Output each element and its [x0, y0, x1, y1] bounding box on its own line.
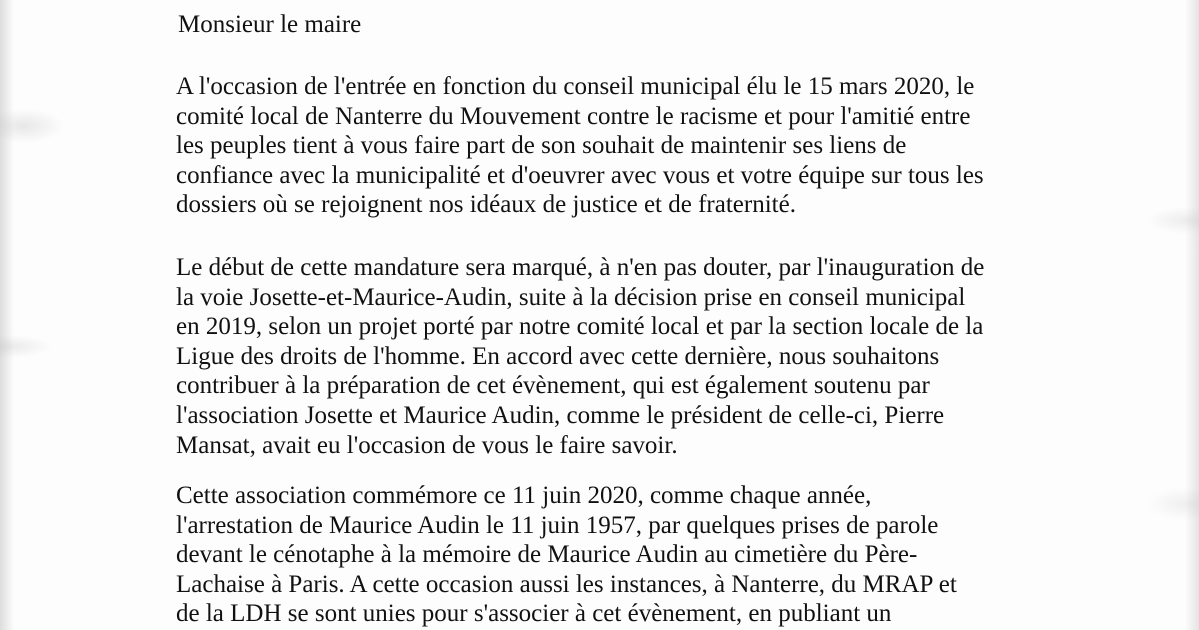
paragraph-line: de la LDH se sont unies pour s'associer à cet évènement, en publiant un	[176, 600, 892, 628]
paragraph-line: Cette association commémore ce 11 juin 2020, comme chaque année,	[176, 482, 872, 509]
paragraph-line: A l'occasion de l'entrée en fonction du conseil municipal élu le 15 mars 2020, le	[176, 73, 975, 100]
paragraph-line: les peuples tient à vous faire part de son souhait de maintenir ses liens de	[176, 132, 907, 160]
paragraph-2	[176, 253, 984, 460]
paragraph-line: Le début de cette mandature sera marqué, à n'en pas douter, par l'inauguration de	[176, 254, 985, 281]
paragraph-line: en 2019, selon un projet porté par notre comité local et par la section locale de la	[176, 313, 984, 341]
paragraph-line: confiance avec la municipalité et d'oeuvrer avec vous et votre équipe sur tous les	[176, 161, 984, 189]
paragraph-line: Mansat, avait eu l'occasion de vous le faire savoir.	[176, 431, 678, 459]
scan-shadow-right	[1185, 0, 1199, 630]
paragraph-line: devant le cénotaphe à la mémoire de Maurice Audin au cimetière du Père-	[176, 541, 918, 569]
paragraph-line: l'association Josette et Maurice Audin, comme le président de celle-ci, Pierre	[176, 401, 945, 429]
paragraph-line: Lachaise à Paris. A cette occasion aussi les instances, à Nanterre, du MRAP et	[176, 570, 957, 598]
paragraph-line: la voie Josette-et-Maurice-Audin, suite à la décision prise en conseil municipal	[176, 283, 966, 311]
paragraph-3	[176, 481, 957, 629]
paragraph-line: dossiers où se rejoignent nos idéaux de justice et de fraternité.	[176, 191, 796, 219]
paragraph-line: comité local de Nanterre du Mouvement contre le racisme et pour l'amitié entre	[176, 102, 971, 130]
scan-shadow-left	[0, 0, 14, 630]
paragraph-line: contribuer à la préparation de cet évènement, qui est également soutenu par	[176, 372, 930, 400]
paragraph-1	[176, 72, 984, 220]
salutation: Monsieur le maire	[178, 11, 362, 38]
paragraph-line: l'arrestation de Maurice Audin le 11 juin 1957, par quelques prises de parole	[176, 511, 939, 539]
paragraph-line: Ligue des droits de l'homme. En accord avec cette dernière, nous souhaitons	[176, 342, 940, 370]
